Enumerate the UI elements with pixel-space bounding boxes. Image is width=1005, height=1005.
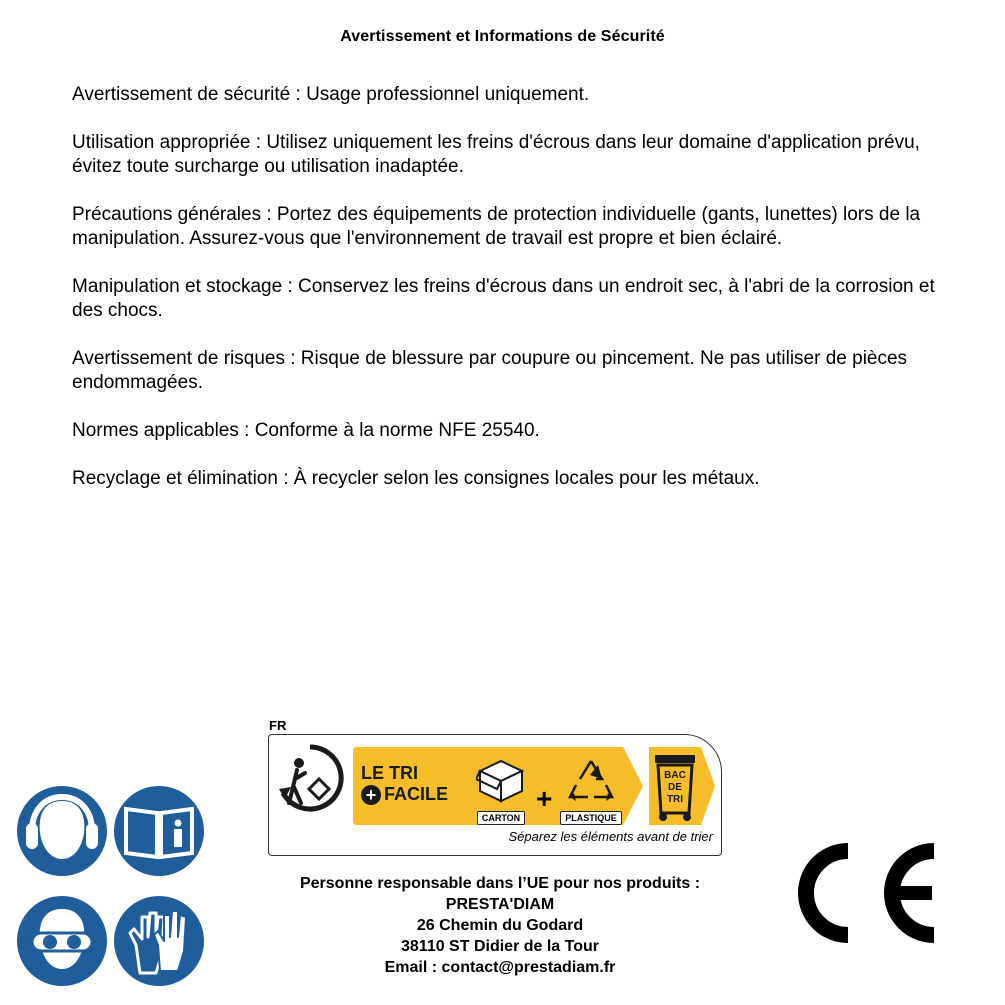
plus-sign: + [536,783,553,814]
page-title: Avertissement et Informations de Sécurité [340,28,665,45]
carton-box-icon [476,757,526,803]
ear-protection-icon [14,783,110,879]
country-code: FR [269,718,287,733]
triman-box [268,734,722,856]
paragraph-general-precautions: Précautions générales : Portez des équipements de protection individuelle (gants, lunettes) lors de la manipulation. Assurez-vous que l'environnement de travail est propre et bien éclairé. [72,204,921,249]
company-name: PRESTA'DIAM [445,896,555,913]
paragraph-standards: Normes applicables : Conforme à la norme NFE 25540. [72,420,540,441]
carton-label: CARTON [477,811,525,825]
read-manual-icon [110,783,208,879]
paragraph-proper-use: Utilisation appropriée : Utilisez uniquement les freins d'écrous dans leur domaine d'application prévu, évitez toute surcharge ou utilisation inadaptée. [72,132,920,177]
le-tri-label: LE TRI [361,763,418,783]
carton-material [465,757,537,826]
recycling-bin-icon [649,747,715,825]
plus-icon: + [361,785,381,805]
company-street: 26 Chemin du Godard [416,917,584,934]
triman-recycling-label [266,718,726,860]
recycle-icon [566,757,616,803]
triman-footer-text: Séparez les éléments avant de trier [508,829,713,844]
facile-label: FACILE [384,784,449,804]
bin-label-bac: BAC [664,770,686,781]
bin-label-de: DE [668,782,682,793]
triman-logo-icon [275,743,345,813]
paragraph-safety-warning: Avertissement de sécurité : Usage professionnel uniquement. [72,84,590,105]
company-city: 38110 ST Didier de la Tour [401,938,599,955]
bin-label-tri: TRI [666,794,684,805]
responsible-heading: Personne responsable dans l’UE pour nos produits : [299,875,701,892]
le-tri-facile-text [361,763,448,805]
safety-text [72,83,962,515]
paragraph-recycling: Recyclage et élimination : À recycler selon les consignes locales pour les métaux. [72,468,760,489]
paragraph-risk-warning: Avertissement de risques : Risque de blessure par coupure ou pincement. Ne pas utiliser de pièces endommagées. [72,348,908,393]
plastic-label: PLASTIQUE [560,811,622,825]
ce-mark-icon [796,842,940,944]
paragraph-handling-storage: Manipulation et stockage : Conservez les freins d'écrous dans un endroit sec, à l'abri de la corrosion et des chocs. [72,276,935,321]
plastic-material [555,757,627,826]
company-email: Email : contact@prestadiam.fr [384,959,616,976]
